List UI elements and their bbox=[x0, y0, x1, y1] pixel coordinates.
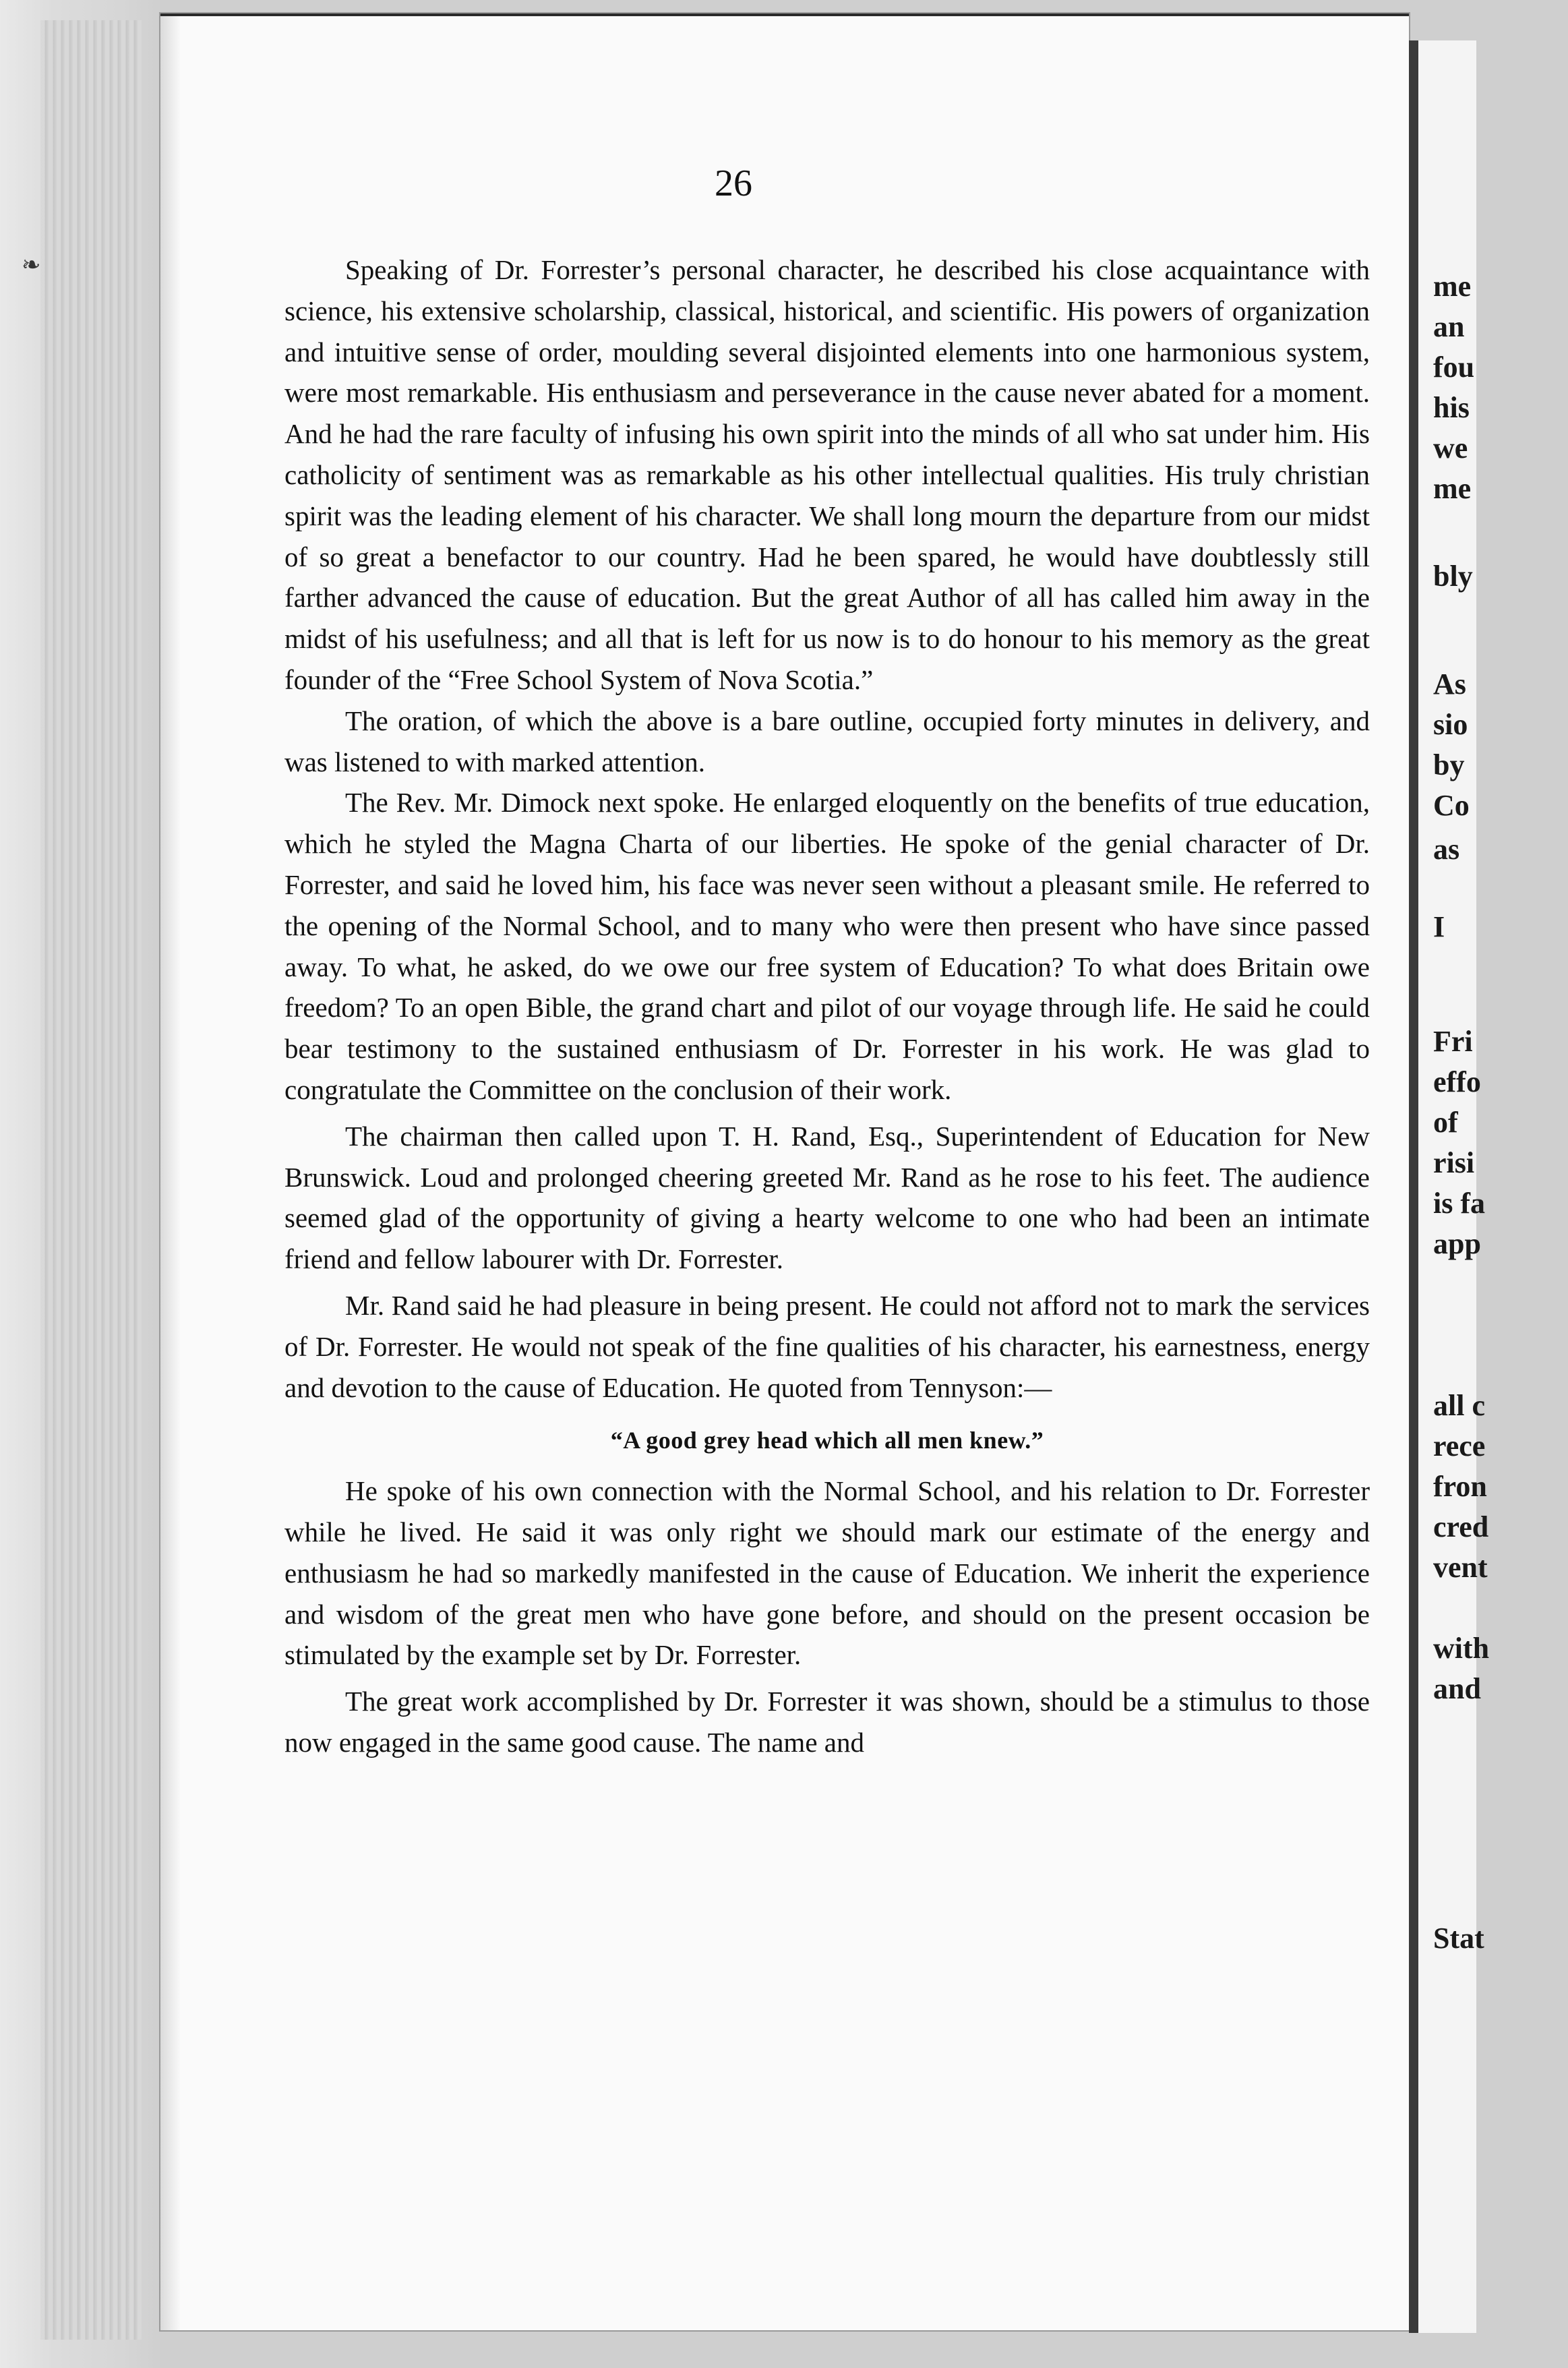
page-number: 26 bbox=[715, 162, 752, 204]
next-page-fragment: app bbox=[1433, 1227, 1481, 1260]
next-page-fragment: all c bbox=[1433, 1389, 1485, 1422]
next-page-fragment: bly bbox=[1433, 560, 1473, 593]
next-page-fragment: and bbox=[1433, 1672, 1481, 1705]
next-page-fragment: fou bbox=[1433, 351, 1475, 384]
next-page-fragment: fron bbox=[1433, 1470, 1487, 1503]
next-page-fragment: as bbox=[1433, 833, 1460, 866]
next-page-fragment: Fri bbox=[1433, 1025, 1473, 1058]
next-page-fragment: sio bbox=[1433, 708, 1468, 741]
next-page-fragment: Stat bbox=[1433, 1922, 1484, 1955]
paragraph-2: The oration, of which the above is a bare outline, occupied forty minutes in delivery, and was listened to with marked attention. bbox=[284, 705, 1370, 777]
body-text bbox=[284, 249, 1370, 1763]
paragraph-3: The Rev. Mr. Dimock next spoke. He enlarged eloquently on the benefits of true education, which he styled the Magna Charta of our liberties. He spoke of the genial character of Dr. Forrester, and said he loved him, his face was never seen without a pleasant smile. He referred to the opening of the Normal School, and to many who were then present who have since passed away. To what, he asked, do we owe our free system of Education? To what does Britain owe freedom? To an open Bible, the grand chart and pilot of our voyage through life. He said he could bear testimony to the sustained enthusiasm of Dr. Forrester in his work. He was glad to congratulate the Committee on the conclusion of their work. bbox=[284, 787, 1370, 1105]
next-page-fragment: his bbox=[1433, 391, 1470, 424]
next-page-fragment: me bbox=[1433, 270, 1472, 303]
paragraph-6: He spoke of his own connection with the Normal School, and his relation to Dr. Forrester while he lived. He said it was only right we should mark our estimate of the energy and enthusiasm he had so markedly manifested in the cause of Education. We inherit the experience and wisdom of the great men who have gone before, and should on the present occasion be stimulated by the example set by Dr. Forrester. bbox=[284, 1475, 1370, 1671]
paragraph-7: The great work accomplished by Dr. Forrester it was shown, should be a stimulus to those now engaged in the same good cause. The name and bbox=[284, 1686, 1370, 1758]
binding-page-edges bbox=[40, 20, 142, 2340]
next-page-fragment: an bbox=[1433, 310, 1465, 343]
next-page-fragment: by bbox=[1433, 748, 1465, 781]
next-page-fragment: cred bbox=[1433, 1510, 1489, 1543]
next-page-fragment: with bbox=[1433, 1632, 1490, 1665]
paragraph-5: Mr. Rand said he had pleasure in being present. He could not afford not to mark the services of Dr. Forrester. He would not speak of the fine qualities of his character, his earnestness, energy and devotion to the cause of Education. He quoted from Tennyson:— bbox=[284, 1289, 1370, 1403]
next-page-fragment: I bbox=[1433, 910, 1445, 943]
next-page-fragment: rece bbox=[1433, 1429, 1486, 1462]
paragraph-1: Speaking of Dr. Forrester’s personal character, he described his close acquaintance with science, his extensive scholarship, classical, historical, and scientific. His powers of organization and intuitive sense of order, moulding several disjointed elements into one harmonious system, were most remarkable. His enthusiasm and perseverance in the cause never abated for a moment. And he had the rare faculty of infusing his own spirit into the minds of all who sat under him. His catholicity of sentiment was as remarkable as his other intellectual qualities. His truly christian spirit was the leading element of his character. We shall long mourn the departure from our midst of so great a benefactor to our country. Had he been spared, he would have doubtlessly still farther advanced the cause of education. But the great Author of all has called him away in the midst of his usefulness; and all that is left for us now is to do honour to his memory as the great founder of the “Free School System of Nova Scotia.” bbox=[284, 254, 1370, 695]
paragraph-4: The chairman then called upon T. H. Rand, Esq., Superintendent of Education for New Brunswick. Loud and prolonged cheering greeted Mr. Rand as he rose to his feet. The audience seemed glad of the opportunity of giving a hearty welcome to one who had been an intimate friend and fellow labourer with Dr. Forrester. bbox=[284, 1120, 1370, 1275]
next-page-fragment: vent bbox=[1433, 1551, 1488, 1584]
next-page-fragment: of bbox=[1433, 1106, 1458, 1139]
next-page-fragment: As bbox=[1433, 668, 1466, 701]
page-gutter-shadow bbox=[160, 16, 181, 2330]
next-page-fragment: is fa bbox=[1433, 1187, 1485, 1220]
next-page-fragment: me bbox=[1433, 472, 1472, 505]
next-page-fragment: Co bbox=[1433, 789, 1470, 822]
next-page-fragment: effo bbox=[1433, 1065, 1481, 1098]
next-page-fragment: risi bbox=[1433, 1146, 1475, 1179]
next-page-edge bbox=[1409, 40, 1490, 2333]
ink-smudge: ❧ bbox=[22, 253, 41, 278]
tennyson-quote: “A good grey head which all men knew.” bbox=[610, 1427, 1044, 1454]
next-page-fragment: we bbox=[1433, 432, 1468, 465]
